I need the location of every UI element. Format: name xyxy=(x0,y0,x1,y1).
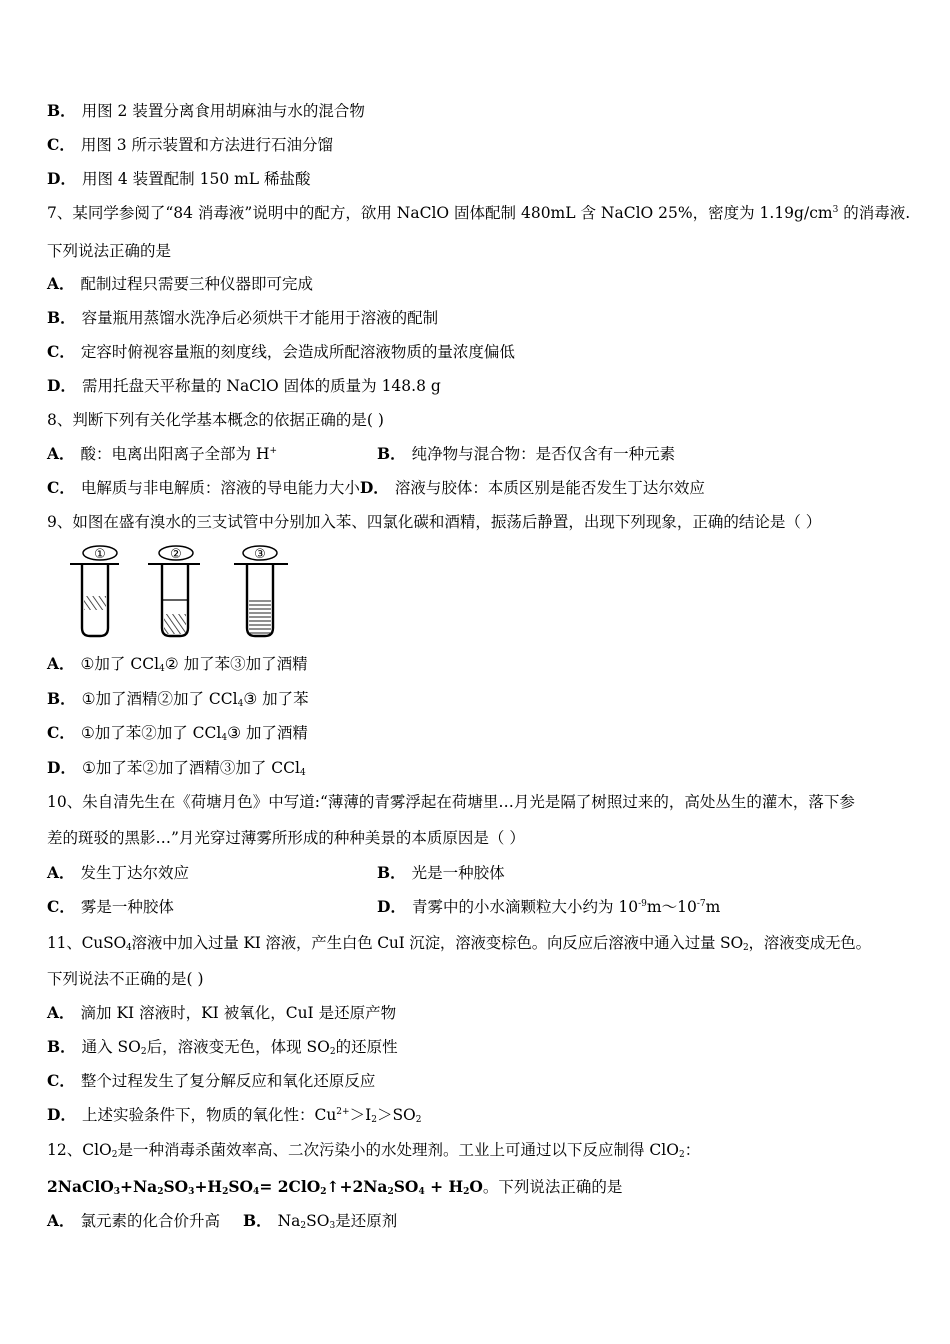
q10-option-c: C． 雾是一种胶体 xyxy=(47,897,174,916)
q11-option-b: B． 通入 $SO_2$后，溶液变无色，体现 $SO_2$的还原性 xyxy=(47,1037,398,1057)
q10-stem: 10、朱自清先生在《荷塘月色》中写道:“薄薄的青雾浮起在荷塘里…月光是隔了树照过来的，高处丛生的灌木，落下参 xyxy=(47,793,855,811)
q11-option-c: C． 整个过程发生了复分解反应和氧化还原反应 xyxy=(47,1071,376,1090)
q7-option-c: C． 定容时俯视容量瓶的刻度线，会造成所配溶液物质的量浓度偏低 xyxy=(47,342,515,361)
q8-option-d: D． 溶液与胶体：本质区别是能否发生丁达尔效应 xyxy=(359,478,705,497)
test-tube-3 xyxy=(234,546,288,636)
q6-option-d: D． 用图 4 装置配制 150 mL 稀盐酸 xyxy=(47,169,311,188)
tube-label-1: ① xyxy=(94,547,106,562)
q12-row-ab xyxy=(47,1210,928,1232)
tube-label-2: ② xyxy=(170,547,182,562)
q9-stem: 9、如图在盛有溴水的三支试管中分别加入苯、四氯化碳和酒精，振荡后静置，出现下列现象，正确的结论是（ ） xyxy=(47,513,822,531)
q8-stem: 8、判断下列有关化学基本概念的依据正确的是( ) xyxy=(47,411,384,429)
q7-stem-cont: 下列说法正确的是 xyxy=(47,242,172,260)
q11-option-a: A． 滴加 KI 溶液时，KI 被氧化，CuI 是还原产物 xyxy=(47,1003,397,1022)
q8-row-cd xyxy=(47,477,928,499)
q10-option-d: D． 青雾中的小水滴颗粒大小约为 $10^{-9}m\sim 10^{-7}m$ xyxy=(377,897,721,916)
q8-option-c: C． 电解质与非电解质：溶液的导电能力大小 xyxy=(47,478,360,497)
q10-row-ab xyxy=(47,862,928,884)
q9-option-d: D． ①加了苯②加了酒精③加了 CCl$_4$ xyxy=(47,758,306,778)
test-tube-1 xyxy=(70,546,119,636)
q8-option-a: A． 酸：电离出阳离子全部为 H+ xyxy=(47,444,278,463)
q10-option-b: B． 光是一种胶体 xyxy=(377,863,505,882)
q9-option-a: A． ①加了 CCl$_4$② 加了苯③加了酒精 xyxy=(47,654,308,674)
q7-option-d: D． 需用托盘天平称量的 NaClO 固体的质量为 148.8 g xyxy=(47,376,441,395)
q7-option-b: B． 容量瓶用蒸馏水洗净后必须烘干才能用于溶液的配制 xyxy=(47,308,439,327)
q6-option-b: B． 用图 2 装置分离食用胡麻油与水的混合物 xyxy=(47,101,365,120)
q12-equation: $2NaClO_3+Na_2SO_3+H_2SO_4=$ $2ClO_2↑+2Na_2SO_4 + H_2O$。下列说法正确的是 xyxy=(47,1177,623,1197)
q9-option-c: C． ①加了苯②加了 CCl$_4$③ 加了酒精 xyxy=(47,723,308,743)
q12-stem: 12、ClO$_2$是一种消毒杀菌效率高、二次污染小的水处理剂。工业上可通过以下反应制得 ClO$_2$： xyxy=(47,1141,701,1160)
q6-option-c: C． 用图 3 所示装置和方法进行石油分馏 xyxy=(47,135,334,154)
q11-stem-cont: 下列说法不正确的是( ) xyxy=(47,970,204,988)
test-tubes-figure xyxy=(62,544,302,640)
q8-row-ab xyxy=(47,443,928,465)
q11-stem: 11、CuSO$_4$溶液中加入过量 KI 溶液，产生白色 CuI 沉淀，溶液变棕色。向反应后溶液中通入过量 $SO_2$，溶液变成无色。 xyxy=(47,934,871,953)
q10-stem-cont: 差的斑驳的黑影…”月光穿过薄雾所形成的种种美景的本质原因是（ ） xyxy=(47,829,525,847)
tube-label-3: ③ xyxy=(254,547,266,562)
q10-option-a: A． 发生丁达尔效应 xyxy=(47,863,190,882)
q11-option-d: D． 上述实验条件下，物质的氧化性：$Cu^{2+}>I_2>SO_2$ xyxy=(47,1105,422,1125)
q7-option-a: A． 配制过程只需要三种仪器即可完成 xyxy=(47,274,314,293)
q9-option-b: B． ①加了酒精②加了 CCl$_4$③ 加了苯 xyxy=(47,689,309,709)
q8-option-b: B． 纯净物与混合物：是否仅含有一种元素 xyxy=(377,444,676,463)
q7-stem: 7、某同学参阅了“84 消毒液”说明中的配方，欲用 NaClO 固体配制 480mL 含 NaClO 25%，密度为 $1.19g/cm^3$ 的消毒液. xyxy=(47,204,911,222)
q12-option-b: B． $Na_2SO_3$是还原剂 xyxy=(243,1211,398,1231)
test-tube-2 xyxy=(148,546,200,636)
q12-option-a: A． 氯元素的化合价升高 xyxy=(47,1211,221,1230)
q10-row-cd xyxy=(47,896,928,918)
